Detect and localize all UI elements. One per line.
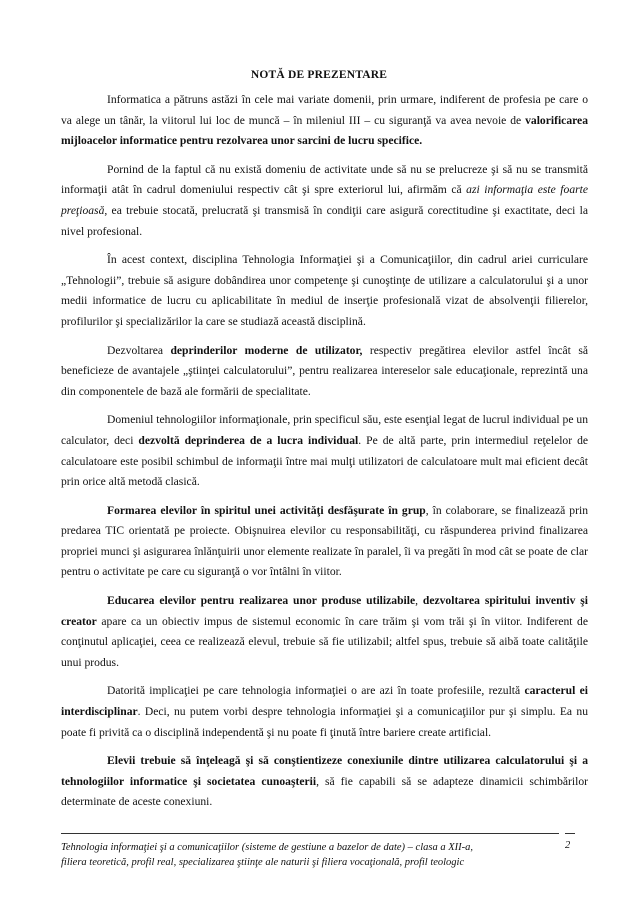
paragraph: [61, 751, 588, 813]
text-run: , ea trebuie stocată, prelucrată şi transmisă în condiţii care asigură corectitudine şi exactitate, deci la nivel profesional.: [61, 203, 588, 238]
bold-text: dezvoltarea spiritului inventiv şi creator: [61, 594, 589, 628]
bold-text: dezvoltă deprinderea de a lucra individual: [138, 433, 359, 447]
text-run: Pornind de la faptul că nu există domeniu de activitate unde să nu se prelucreze şi să nu se transmită informaţii atât în cadrul domeniului respectiv cât şi spre exteriorul lui, afirmăm că: [61, 162, 588, 197]
paragraph: [61, 681, 588, 743]
document-body: [61, 90, 588, 821]
text-run: . Deci, nu putem vorbi despre tehnologia informaţiei şi a comunicaţiilor pur şi simplu. Ea nu poate fi privită ca o disciplină independentă şi nu poate fi ţinută între bariere create artificial.: [61, 705, 588, 739]
bold-text: Educarea elevilor pentru realizarea unor produse utilizabile: [107, 594, 416, 608]
footer-line-1: Tehnologia informaţiei şi a comunicaţiilor (sisteme de gestiune a bazelor de date) – clasa a XII-a,: [61, 842, 473, 853]
text-run: apare ca un obiectiv impus de sistemul economic în care trăim şi vom trăi şi în viitor. Indiferent de conţinutul aplicaţiei, ceea ce realizează elevul, trebuie să fie utilizabil; altfel spus, trebuie să aibă toate calităţile unui produs.: [61, 614, 588, 669]
bold-text: Elevii trebuie să înţeleagă şi să conştientizeze conexiunile dintre utilizarea calculatorului şi a tehnologiilor informatice şi societatea cunoaşterii: [61, 754, 588, 788]
page-title: NOTĂ DE PREZENTARE: [250, 69, 388, 81]
paragraph: [61, 250, 588, 332]
bold-text: Formarea elevilor în spiritul unei activităţi desfăşurate în grup: [107, 503, 426, 517]
paragraph: [61, 410, 588, 492]
paragraph: [61, 591, 588, 673]
bold-text: valorificarea mijloacelor informatice pentru rezolvarea unor sarcini de lucru specifice.: [61, 113, 588, 148]
text-run: , să fie capabili să se adapteze dinamicii schimbărilor determinate de aceste conexiuni.: [61, 774, 588, 809]
footer-divider: [61, 833, 559, 834]
footer-divider-right: [565, 833, 575, 834]
bold-text: deprinderilor moderne de utilizator,: [170, 343, 363, 357]
text-run: Informatica a pătruns astăzi în cele mai variate domenii, prin urmare, indiferent de profesia pe care o va alege un tânăr, la viitorul lui loc de muncă – în mileniul III – cu siguranţă va avea nevoie de: [61, 93, 588, 127]
bold-text: caracterul ei interdisciplinar: [61, 684, 588, 719]
text-run: ,: [415, 594, 423, 608]
text-run: Datorită implicaţiei pe care tehnologia informaţiei o are azi în toate profesiile, rezultă: [107, 684, 525, 698]
paragraph: [61, 160, 588, 242]
text-run: Dezvoltarea: [107, 343, 171, 357]
footer-line-2: filiera teoretică, profil real, specializarea ştiinţe ale naturii şi filiera vocaţională, profil teologic: [61, 857, 465, 868]
paragraph: [61, 90, 588, 152]
text-run: Domeniul tehnologiilor informaţionale, prin specificul său, este esenţial legat de lucrul individual pe un calculator, deci: [61, 413, 588, 447]
paragraph: [61, 501, 588, 583]
paragraph: [61, 341, 588, 403]
text-run: . Pe de altă parte, prin intermediul reţelelor de calculatoare este posibil schimbul de informaţii între mai mulţi utilizatori de calculatoare mult mai eficient decât prin orice altă metodă clasică.: [61, 433, 589, 489]
text-run: În acest context, disciplina Tehnologia Informaţiei şi a Comunicaţiilor, din cadrul ariei curriculare „Tehnologii”, trebuie să asigure dobândirea unor competenţe şi cunoştinţe de utilizare a calculatorului şi a unor medii informatice de lucru cu aplicabilitate în mediul de inserţie profesională vizat de absolvenţii filierelor, profilurilor şi specializărilor la care se studiază această disciplină.: [61, 253, 588, 328]
text-run: respectiv pregătirea elevilor astfel încât să beneficieze de avantajele „ştiinţei calculatorului”, pentru realizarea intereselor sale educaţionale, reprezintă una din componentele de bază ale formării de specialitate.: [61, 343, 588, 398]
text-run: , în colaborare, se finalizează prin predarea TIC orientată pe proiecte. Obişnuirea elevilor cu responsabilităţi, cu răspunderea privind finalizarea propriei munci şi asigurarea înlănţuirii unor elemente realizate în paralel, îi va pregăti în mod cât se poate de clar pentru o activitate pe care cu siguranţă o vor întâlni în viitor.: [61, 503, 588, 579]
footer: [61, 840, 541, 870]
page-number: 2: [565, 840, 571, 851]
italic-text: azi informaţia este foarte preţioasă: [61, 183, 588, 217]
